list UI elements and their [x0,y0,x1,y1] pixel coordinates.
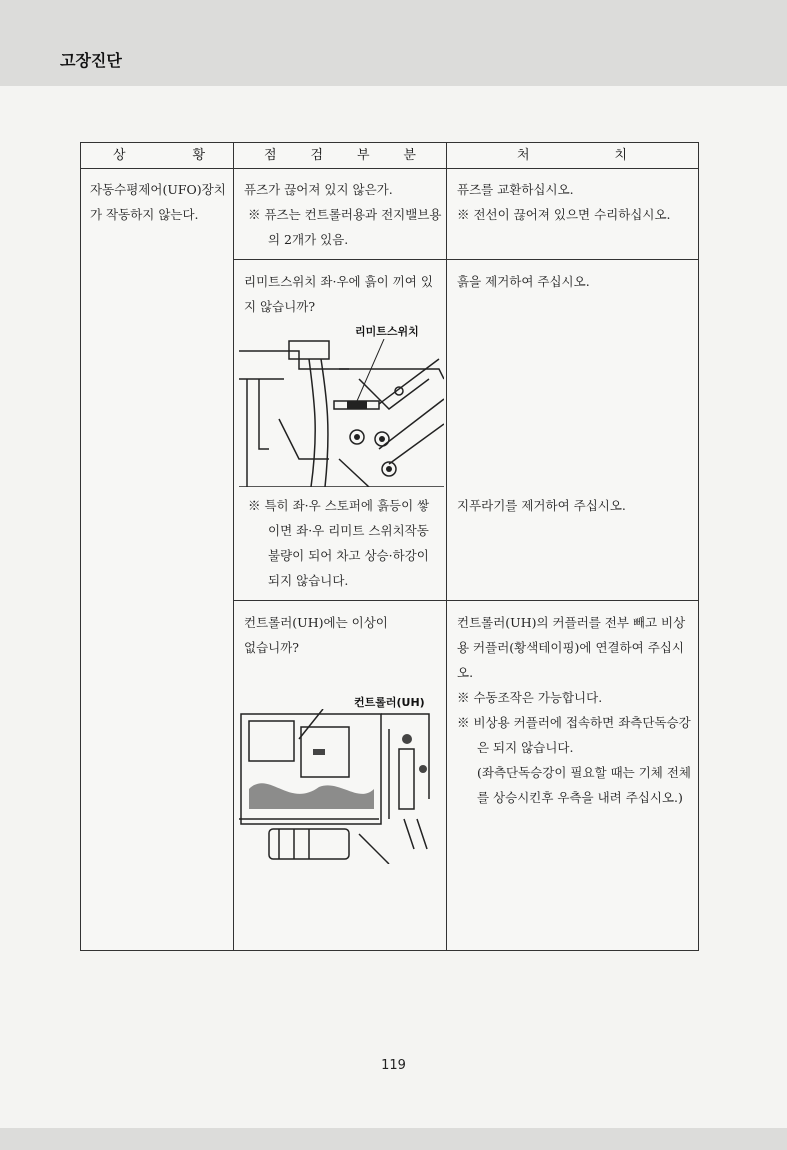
action-note: ※ 수동조작은 가능합니다. [457,690,603,705]
column-header-action [517,143,627,168]
footer-band [0,1128,787,1150]
action-note: 은 되지 않습니다. [477,740,574,755]
check-note [244,202,444,252]
check-line: 컨트롤러(UH)에는 이상이 [244,615,388,630]
action-line: 용 커플러(황색테이핑)에 연결하여 주십시 [457,640,684,655]
row2-note-cell [244,493,444,593]
action-line: 흙을 제거하여 주십시오. [457,274,590,289]
header-char: 처 [517,148,530,163]
controller-figure [239,709,444,864]
header-char: 상 [113,148,126,163]
column-header-check [264,143,416,168]
action-note: (좌측단독승강이 필요할 때는 기체 전체 [477,765,691,780]
row2-action2-cell [457,493,695,518]
check-line: 퓨즈가 끊어져 있지 않은가. [244,182,393,197]
header-char: 검 [310,148,324,163]
action-note: 를 상승시킨후 우측을 내려 주십시오.) [477,790,683,805]
column-divider [233,143,234,950]
note-line: 의 2개가 있음. [268,232,349,247]
action-line: 컨트롤러(UH)의 커플러를 전부 빼고 비상 [457,615,686,630]
header-char: 황 [192,148,205,163]
check-line: 지 않습니까? [244,299,316,314]
column-divider [446,143,447,950]
header-char: 치 [614,148,627,163]
figure-label-controller: 컨트롤러(UH) [354,696,425,709]
header-divider [81,168,698,169]
note-line: ※ 퓨즈는 컨트롤러용과 전지밸브용 [248,207,442,222]
action-line: 지푸라기를 제거하여 주십시오. [457,498,626,513]
header-char: 부 [356,148,370,163]
situation-cell [90,177,230,227]
troubleshooting-table [80,142,699,951]
row3-check-cell [244,610,444,660]
check-note [244,493,444,593]
action-note: ※ 비상용 커플러에 접속하면 좌측단독승강 [457,715,691,730]
note-line: ※ 특히 좌·우 스토퍼에 흙등이 쌓 [248,498,430,513]
situation-line: 자동수평제어(UFO)장치 [90,182,226,197]
header-char: 점 [264,148,277,163]
note-line: 불량이 되어 차고 상승·하강이 [268,548,429,563]
note-line: 되지 않습니다. [268,573,349,588]
action-line: 퓨즈를 교환하십시오. [457,182,574,197]
page-header-title: 고장진단 [60,51,122,70]
note-line: 이면 좌·우 리미트 스위치작동 [268,523,429,538]
column-header-situation [113,143,205,168]
check-line: 리미트스위치 좌·우에 흙이 끼여 있 [244,274,433,289]
header-band [0,0,787,86]
situation-line: 가 작동하지 않는다. [90,207,199,222]
row1-action-cell [457,177,695,227]
page-number: 119 [381,1058,406,1073]
row2-check-cell [244,269,444,319]
row1-check-cell [244,177,444,252]
figure-label-limit-switch: 리미트스위치 [355,325,419,338]
row-divider [233,600,698,601]
limit-switch-figure [239,339,444,487]
row2-action-cell [457,269,695,294]
row3-action-cell [457,610,695,810]
action-line: 오. [457,665,474,680]
row-divider [233,259,698,260]
header-char: 분 [403,148,416,163]
check-line: 없습니까? [244,640,300,655]
action-note: ※ 전선이 끊어져 있으면 수리하십시오. [457,207,671,222]
